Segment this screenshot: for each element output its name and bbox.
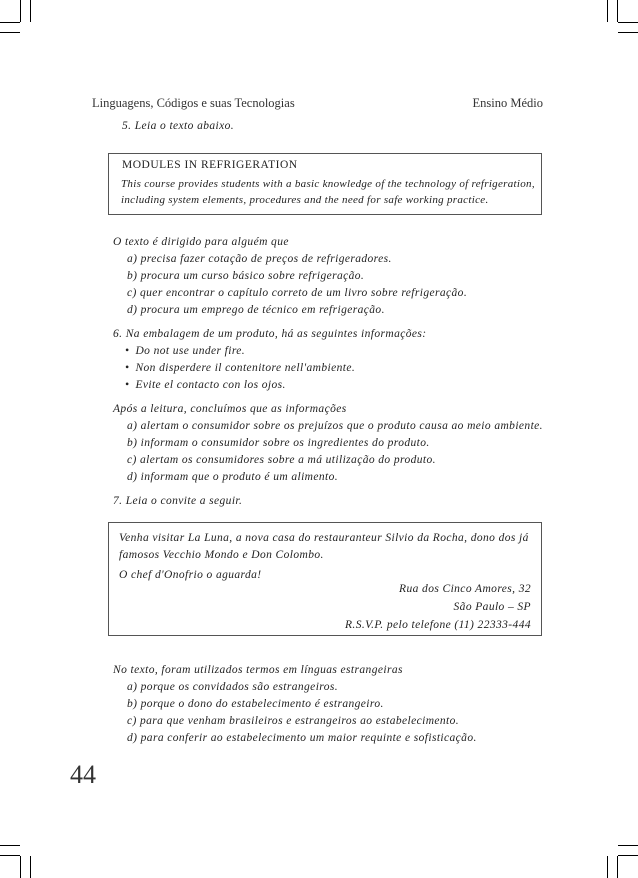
crop-mark	[0, 32, 20, 33]
option-5b: b) procura um curso básico sobre refrigeração.	[127, 270, 365, 282]
option-6d: d) informam que o produto é um alimento.	[127, 471, 339, 483]
question-6-prompt: 6. Na embalagem de um produto, há as seguintes informações:	[113, 328, 427, 340]
option-6a: a) alertam o consumidor sobre os prejuízos que o produto causa ao meio ambiente.	[127, 420, 543, 432]
option-6b: b) informam o consumidor sobre os ingredientes do produto.	[127, 437, 430, 449]
invitation-address: Rua dos Cinco Amores, 32	[399, 583, 531, 595]
invitation-city: São Paulo – SP	[453, 601, 531, 613]
course-box-line: including system elements, procedures and the need for safe working practice.	[121, 194, 489, 206]
crop-mark	[607, 0, 608, 22]
option-7b: b) porque o dono do estabelecimento é estrangeiro.	[127, 698, 384, 710]
course-box-title: MODULES IN REFRIGERATION	[122, 159, 298, 171]
course-box	[108, 153, 542, 215]
crop-mark	[0, 845, 20, 846]
option-5d: d) procura um emprego de técnico em refrigeração.	[127, 304, 385, 316]
course-box-line: This course provides students with a basic knowledge of the technology of refrigeration,	[121, 178, 535, 190]
crop-mark	[618, 32, 638, 33]
header-subject: Linguagens, Códigos e suas Tecnologias	[92, 96, 295, 110]
invitation-line: O chef d'Onofrio o aguarda!	[119, 569, 262, 581]
question-5-stem: O texto é dirigido para alguém que	[113, 236, 289, 248]
invitation-rsvp: R.S.V.P. pelo telefone (11) 22333-444	[345, 619, 531, 631]
crop-mark	[617, 856, 618, 878]
question-7-prompt: 7. Leia o convite a seguir.	[113, 495, 243, 507]
crop-mark	[618, 845, 638, 846]
crop-mark	[0, 22, 20, 23]
product-info-item: • Do not use under fire.	[125, 345, 245, 357]
crop-mark	[0, 855, 20, 856]
invitation-line: famosos Vecchio Mondo e Don Colombo.	[119, 549, 324, 561]
product-info-item: • Non disperdere il contenitore nell'ambiente.	[125, 362, 355, 374]
option-7d: d) para conferir ao estabelecimento um maior requinte e sofisticação.	[127, 732, 477, 744]
crop-mark	[617, 0, 618, 22]
product-info-item: • Evite el contacto con los ojos.	[125, 379, 286, 391]
crop-mark	[618, 855, 638, 856]
option-6c: c) alertam os consumidores sobre a má utilização do produto.	[127, 454, 436, 466]
crop-mark	[607, 856, 608, 878]
invitation-line: Venha visitar La Luna, a nova casa do restauranteur Silvio da Rocha, dono dos já	[119, 532, 529, 544]
page-number: 44	[70, 760, 96, 789]
option-5a: a) precisa fazer cotação de preços de refrigeradores.	[127, 253, 392, 265]
crop-mark	[30, 0, 31, 22]
crop-mark	[20, 856, 21, 878]
option-7c: c) para que venham brasileiros e estrangeiros ao estabelecimento.	[127, 715, 460, 727]
crop-mark	[30, 856, 31, 878]
invitation-box	[108, 522, 542, 636]
crop-mark	[20, 0, 21, 22]
question-6-stem: Após a leitura, concluímos que as informações	[113, 403, 347, 415]
option-7a: a) porque os convidados são estrangeiros.	[127, 681, 339, 693]
question-5-prompt: 5. Leia o texto abaixo.	[122, 120, 235, 132]
header-level: Ensino Médio	[472, 96, 543, 110]
question-7-stem: No texto, foram utilizados termos em línguas estrangeiras	[113, 664, 403, 676]
option-5c: c) quer encontrar o capítulo correto de um livro sobre refrigeração.	[127, 287, 468, 299]
crop-mark	[618, 22, 638, 23]
